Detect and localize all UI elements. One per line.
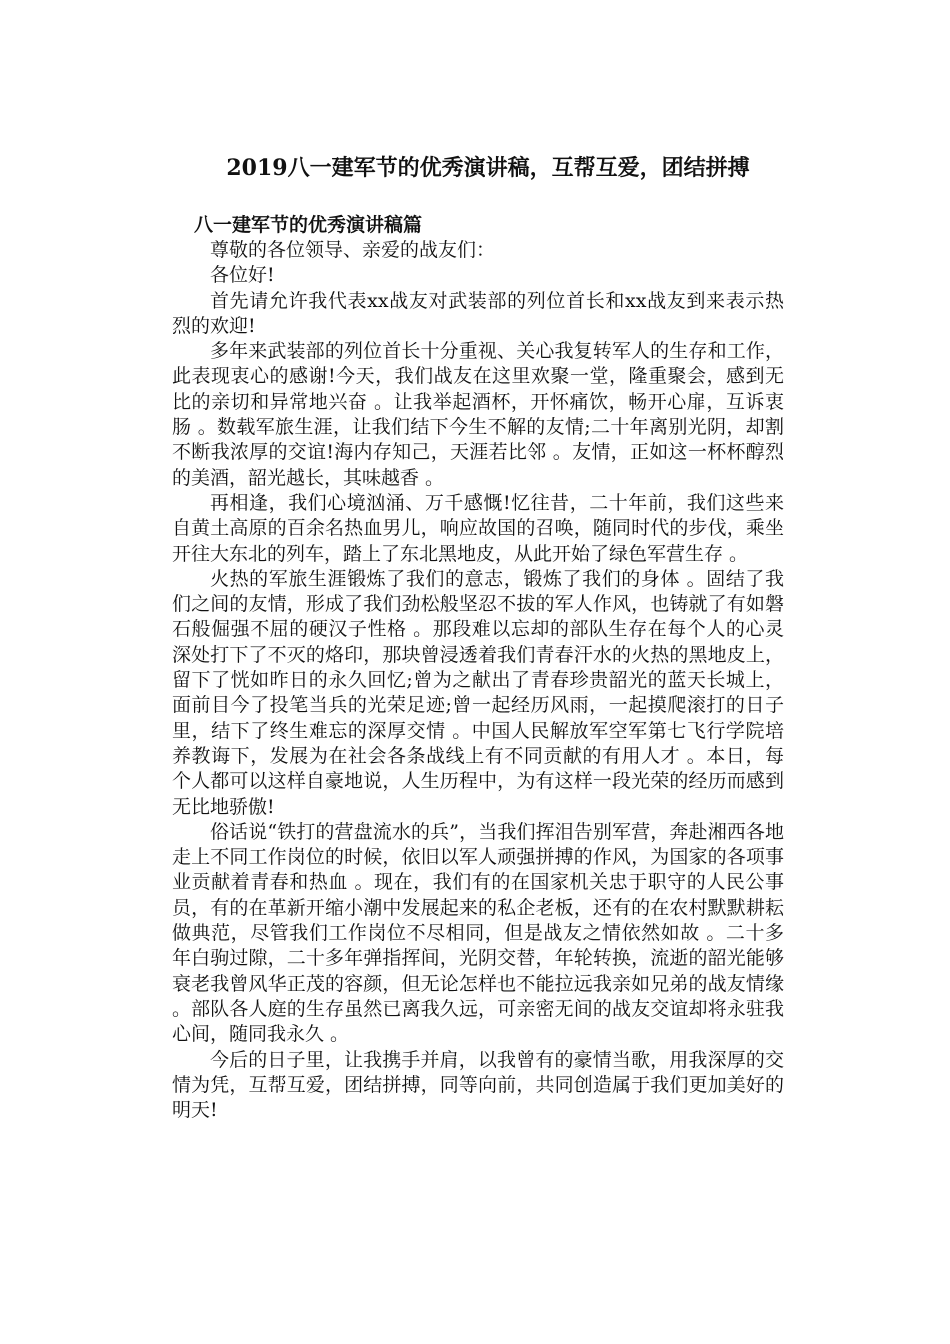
- document-title: 2019八一建军节的优秀演讲稿，互帮互爱，团结拼搏: [226, 155, 750, 181]
- greeting-paragraph: 各位好!: [210, 264, 275, 287]
- body-paragraph: 火热的军旅生涯锻炼了我们的意志，锻炼了我们的身体 。固结了我们之间的友情，形成了我们劲松般坚忍不拔的军人作风，也铸就了有如磐石般倔强不屈的硬汉子性格 。那段难以忘却的部队生存在每个人的心灵深处打下了不灭的烙印，那块曾浸透着我们青春汗水的火热的黑地皮上，留下了恍如昨日的永久回忆;曾为之献出了青春珍贵韶光的蓝天长城上，面前目今了投笔当兵的光荣足迹;曾一起经历风雨，一起摸爬滚打的日子里，结下了终生难忘的深厚交情 。中国人民解放军空军第七飞行学院培养教诲下，发展为在社会各条战线上有不同贡献的有用人才 。本日，每个人都可以这样自豪地说，人生历程中，为有这样一段光荣的经历而感到无比地骄傲!: [172, 567, 784, 818]
- body-paragraph: 首先请允许我代表xx战友对武装部的列位首长和xx战友到来表示热烈的欢迎!: [172, 289, 784, 337]
- body-paragraph: 俗话说“铁打的营盘流水的兵”，当我们挥泪告别军营，奔赴湘西各地走上不同工作岗位的时候，依旧以军人顽强拼搏的作风，为国家的各项事业贡献着青春和热血 。现在，我们有的在国家机关忠于职守的人民公事员，有的在革新开缩小潮中发展起来的私企老板，还有的在农村默默耕耘做典范，尽管我们工作岗位不尽相同，但是战友之情依然如故 。二十多年白驹过隙，二十多年弹指挥间，光阴交替，年轮转换，流逝的韶光能够衰老我曾风华正茂的容颜，但无论怎样也不能拉远我亲如兄弟的战友情缘 。部队各人庭的生存虽然已离我久远，可亲密无间的战友交谊却将永驻我心间，随同我永久 。: [172, 820, 784, 1046]
- salutation-paragraph: 尊敬的各位领导、亲爱的战友们：: [210, 239, 496, 261]
- section-heading: 八一建军节的优秀演讲稿篇: [194, 214, 423, 236]
- body-paragraph: 多年来武装部的列位首长十分重视、关心我复转军人的生存和工作，此表现衷心的感谢!今天，我们战友在这里欢聚一堂，隆重聚会，感到无比的亲切和异常地兴奋 。让我举起酒杯，开怀痛饮，畅开心扉，互诉衷肠 。数载军旅生涯，让我们结下今生不解的友情;二十年离别光阴，却割不断我浓厚的交谊!海内存知己，天涯若比邻 。友情，正如这一杯杯醇烈的美酒，韶光越长，其味越香 。: [172, 340, 784, 489]
- document-page: [172, 150, 784, 1123]
- body-paragraph: 再相逢，我们心境汹涌、万千感慨!忆往昔，二十年前，我们这些来自黄土高原的百余名热血男儿，响应故国的召唤，随同时代的步伐，乘坐开往大东北的列车，踏上了东北黑地皮，从此开始了绿色军营生存 。: [172, 491, 784, 565]
- closing-paragraph: 今后的日子里，让我携手并肩，以我曾有的豪情当歌，用我深厚的交情为凭，互帮互爱，团结拼搏，同等向前，共同创造属于我们更加美好的明天!: [172, 1048, 784, 1122]
